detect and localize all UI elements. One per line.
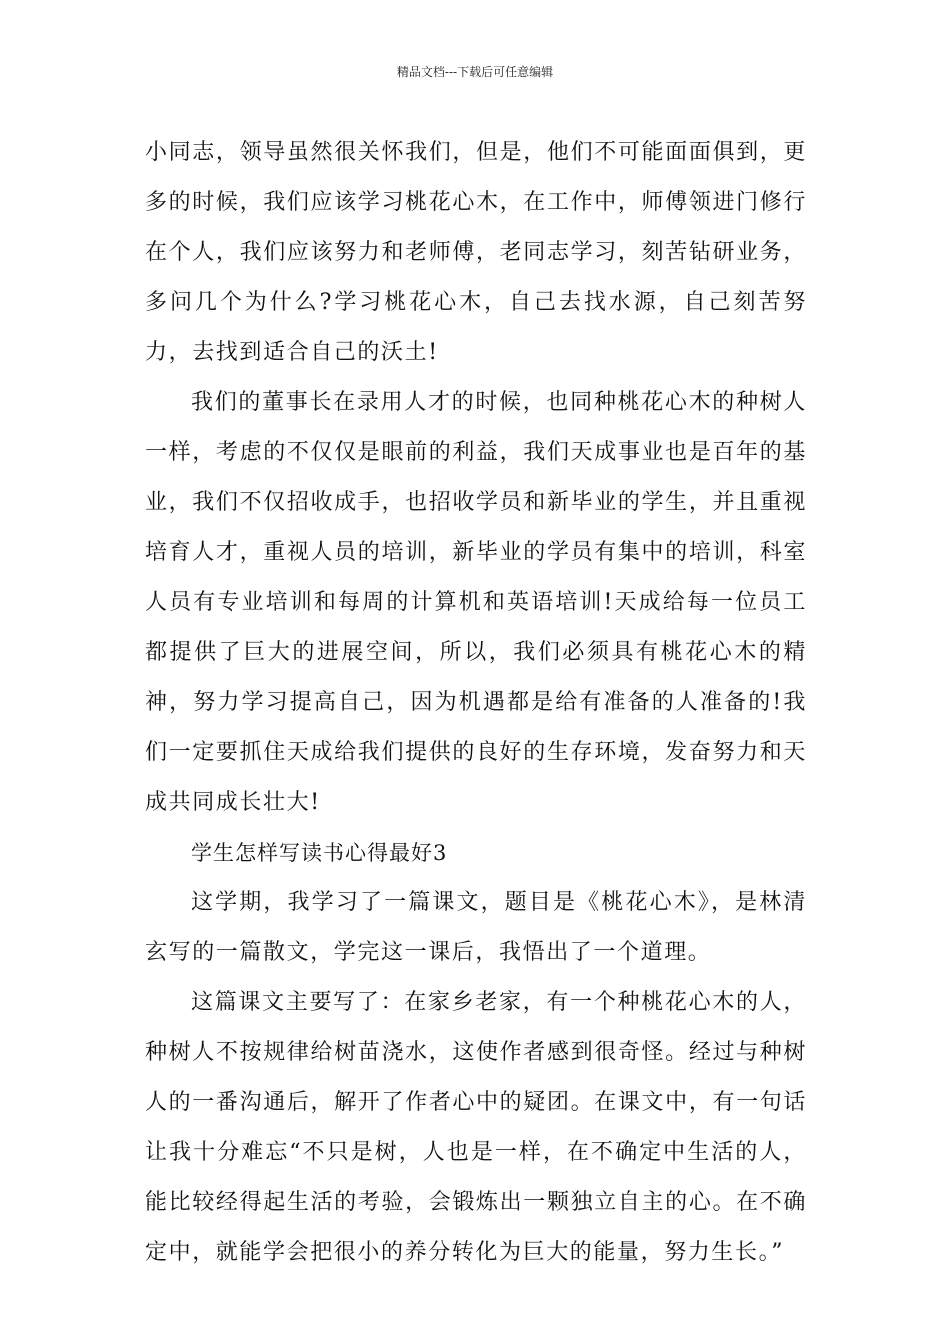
section-heading: 学生怎样写读书心得最好3 [191,841,448,865]
document-body [145,128,807,1278]
paragraph-summary: 这篇课文主要写了：在家乡老家，有一个种桃花心木的人，种树人不按规律给树苗浇水，这使作者感到很奇怪。经过与种树人的一番沟通后，解开了作者心中的疑团。在课文中，有一句话让我十分难忘“不只是树，人也是一样，在不确定中生活的人，能比较经得起生活的考验，会锻炼出一颗独立自主的心。在不确定中，就能学会把很小的养分转化为巨大的能量，努力生长。” [145,990,807,1265]
paragraph-intro: 这学期，我学习了一篇课文，题目是《桃花心木》，是林清玄写的一篇散文，学完这一课后，我悟出了一个道理。 [145,890,807,965]
paragraph-continuation: 小同志，领导虽然很关怀我们，但是，他们不可能面面俱到，更多的时候，我们应该学习桃花心木，在工作中，师傅领进门修行在个人，我们应该努力和老师傅，老同志学习，刻苦钻研业务，多问几个为什么?学习桃花心木，自己去找水源，自己刻苦努力，去找到适合自己的沃土! [145,140,807,365]
paragraph-chairman: 我们的董事长在录用人才的时候，也同种桃花心木的种树人一样，考虑的不仅仅是眼前的利益，我们天成事业也是百年的基业，我们不仅招收成手，也招收学员和新毕业的学生，并且重视培育人才，重视人员的培训，新毕业的学员有集中的培训，科室人员有专业培训和每周的计算机和英语培训!天成给每一位员工都提供了巨大的进展空间，所以，我们必须具有桃花心木的精神，努力学习提高自己，因为机遇都是给有准备的人准备的!我们一定要抓住天成给我们提供的良好的生存环境，发奋努力和天成共同成长壮大! [145,390,807,815]
page-header: 精品文档---下载后可任意编辑 [396,65,554,79]
